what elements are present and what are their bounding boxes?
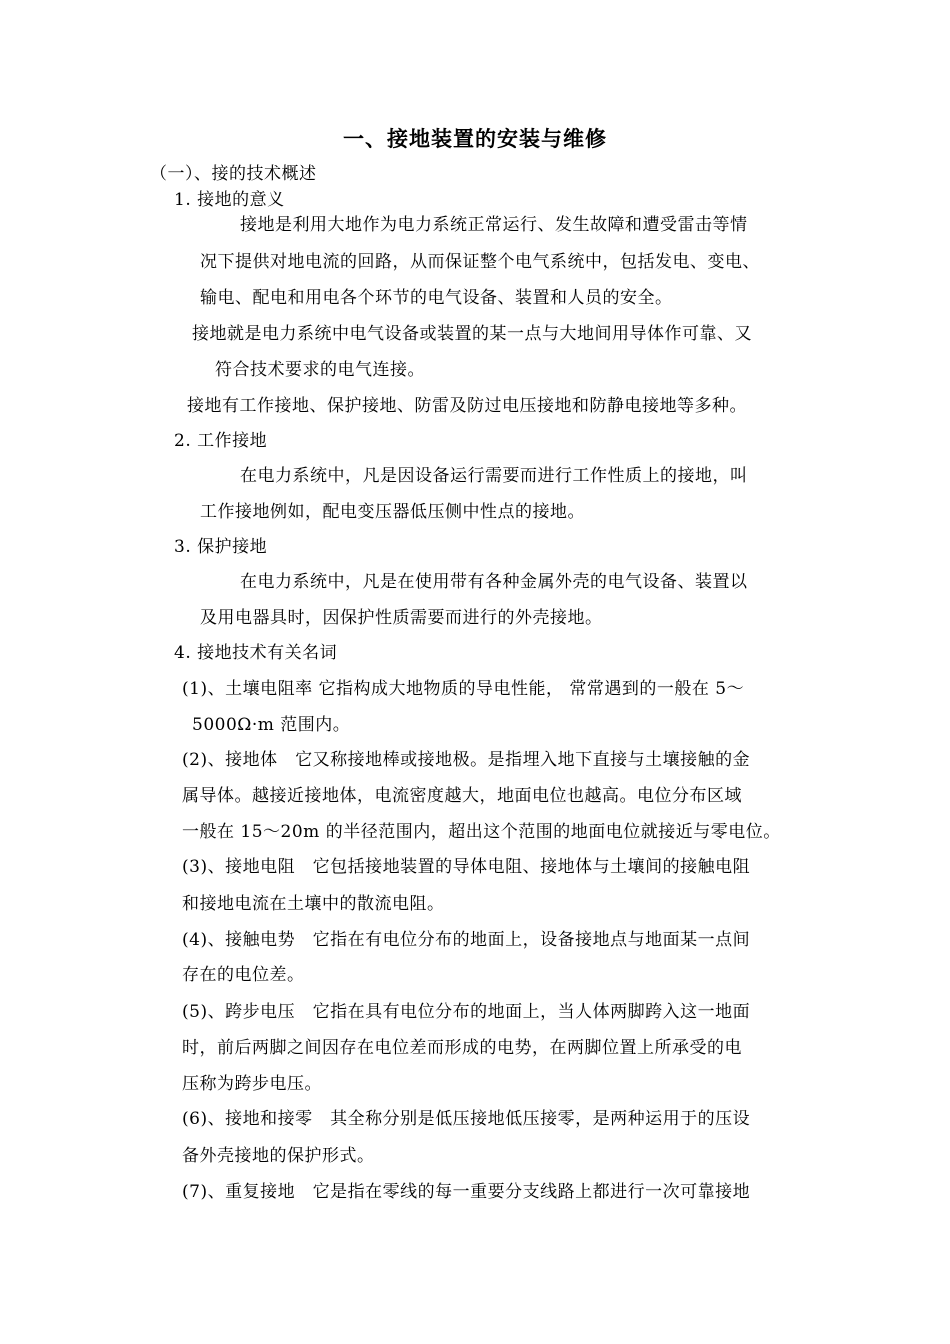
item-2-para-line: 在电力系统中，凡是因设备运行需要而进行工作性质上的接地，叫	[240, 466, 748, 486]
item-3-para-line: 及用电器具时，因保护性质需要而进行的外壳接地。	[200, 608, 603, 628]
term-2-line: (2)、接地体 它又称接地棒或接地极。是指埋入地下直接与土壤接触的金	[182, 750, 751, 770]
item-1-para-2-line: 符合技术要求的电气连接。	[215, 360, 425, 380]
term-6-line: 备外壳接地的保护形式。	[182, 1146, 375, 1166]
item-1-para-1-line: 输电、配电和用电各个环节的电气设备、装置和人员的安全。	[200, 288, 673, 308]
term-7-line: (7)、重复接地 它是指在零线的每一重要分支线路上都进行一次可靠接地	[182, 1182, 751, 1202]
term-5-line: 压称为跨步电压。	[182, 1074, 322, 1094]
term-4-line: 存在的电位差。	[182, 965, 305, 985]
item-1-para-1-line: 接地是利用大地作为电力系统正常运行、发生故障和遭受雷击等情	[240, 215, 748, 235]
item-1-para-1-line: 况下提供对地电流的回路，从而保证整个电气系统中，包括发电、变电、	[200, 252, 760, 272]
item-4-heading: 4. 接地技术有关名词	[174, 643, 338, 663]
item-1-heading: 1. 接地的意义	[174, 190, 285, 210]
term-1-line: (1)、土壤电阻率 它指构成大地物质的导电性能， 常常遇到的一般在 5～	[182, 679, 745, 699]
item-2-para-line: 工作接地例如，配电变压器低压侧中性点的接地。	[200, 502, 585, 522]
term-2-line: 一般在 15～20m 的半径范围内，超出这个范围的地面电位就接近与零电位。	[182, 822, 781, 842]
item-1-para-2-line: 接地就是电力系统中电气设备或装置的某一点与大地间用导体作可靠、又	[192, 324, 752, 344]
term-3-line: (3)、接地电阻 它包括接地装置的导体电阻、接地体与土壤间的接触电阻	[182, 857, 751, 877]
item-3-para-line: 在电力系统中，凡是在使用带有各种金属外壳的电气设备、装置以	[240, 572, 748, 592]
term-2-line: 属导体。越接近接地体，电流密度越大，地面电位也越高。电位分布区域	[182, 786, 742, 806]
term-5-line: 时，前后两脚之间因存在电位差而形成的电势，在两脚位置上所承受的电	[182, 1038, 742, 1058]
term-5-line: (5)、跨步电压 它指在具有电位分布的地面上，当人体两脚跨入这一地面	[182, 1002, 751, 1022]
section-heading: （一）、接的技术概述	[150, 164, 317, 184]
term-1-line: 5000Ω·m 范围内。	[192, 715, 351, 735]
document-title: 一、接地装置的安装与维修	[343, 127, 607, 151]
term-4-line: (4)、接触电势 它指在有电位分布的地面上，设备接地点与地面某一点间	[182, 930, 751, 950]
term-3-line: 和接地电流在土壤中的散流电阻。	[182, 894, 445, 914]
term-6-line: (6)、接地和接零 其全称分别是低压接地低压接零，是两种运用于的压设	[182, 1109, 751, 1129]
item-3-heading: 3. 保护接地	[174, 537, 268, 557]
item-2-heading: 2. 工作接地	[174, 431, 268, 451]
item-1-para-3: 接地有工作接地、保护接地、防雷及防过电压接地和防静电接地等多种。	[187, 396, 747, 416]
